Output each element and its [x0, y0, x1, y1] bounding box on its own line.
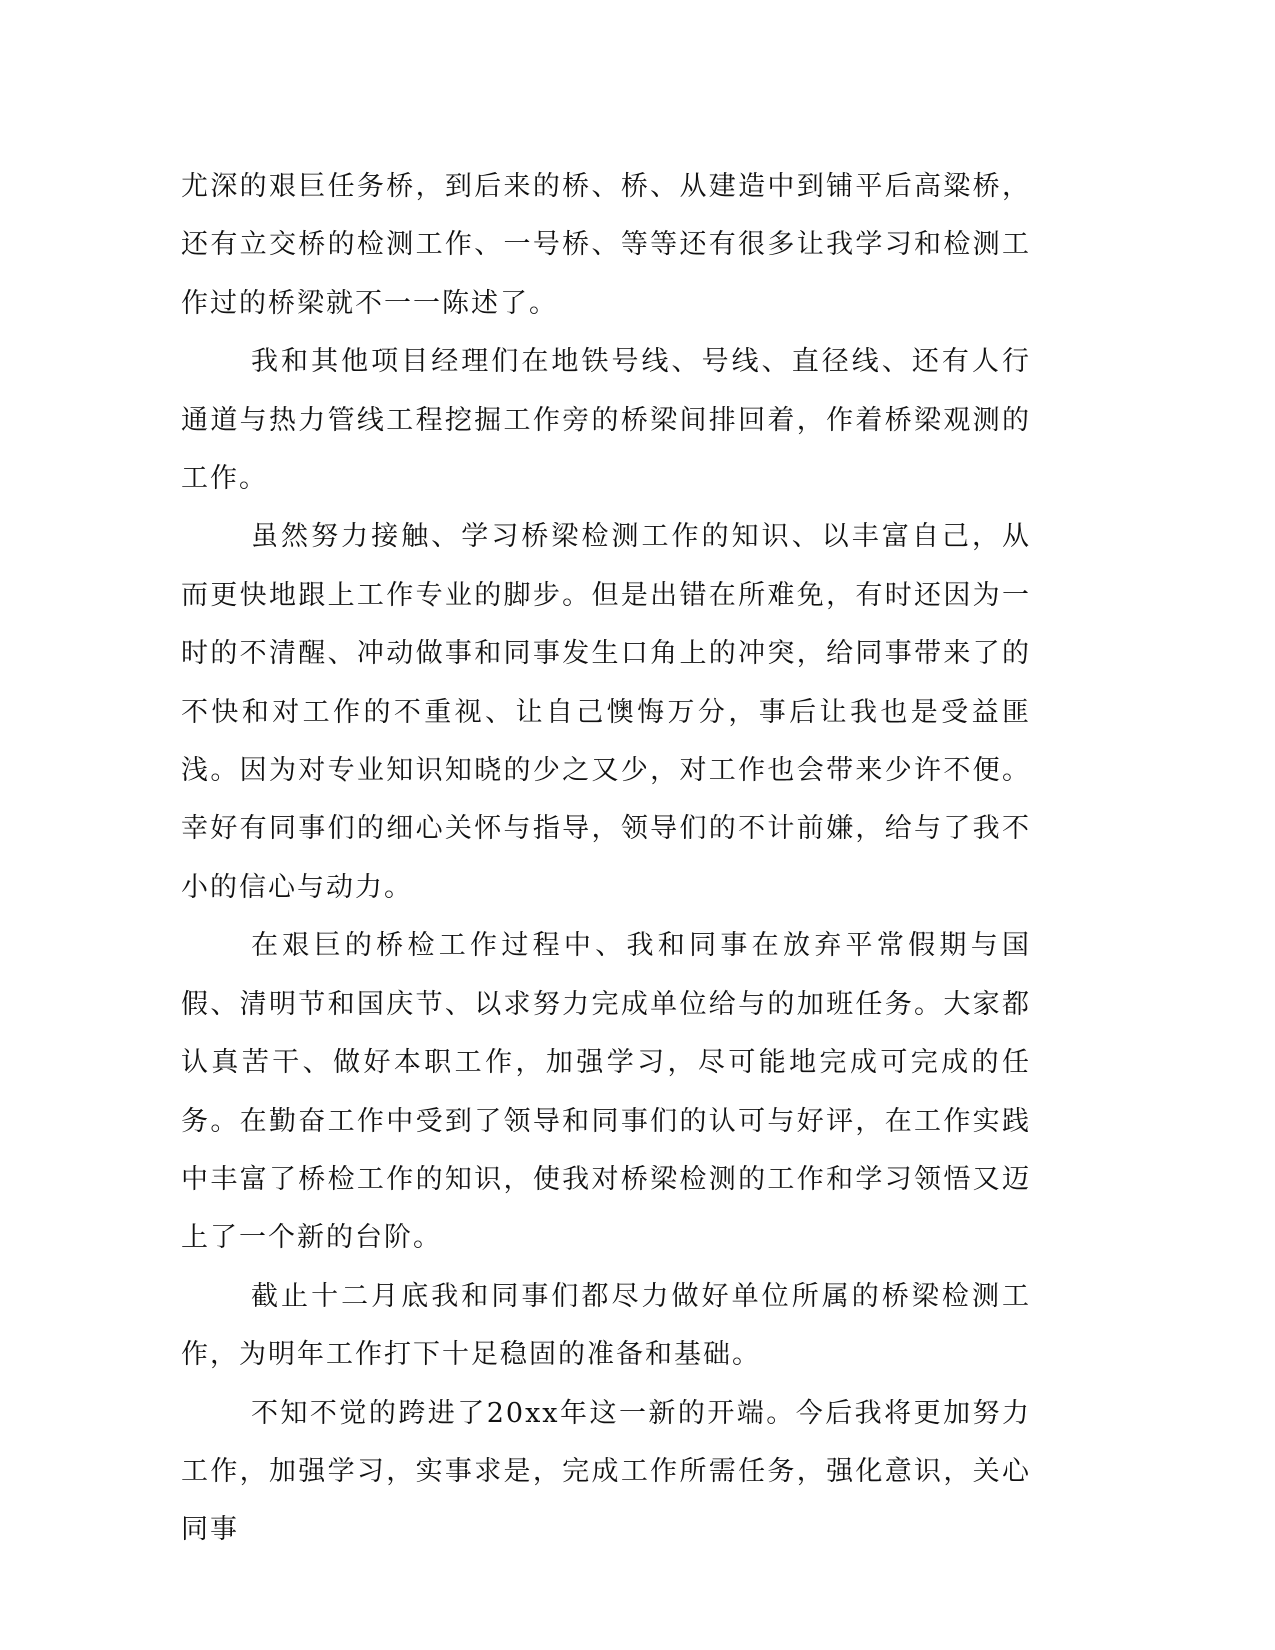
document-body	[181, 158, 1031, 1560]
paragraph-3: 虽然努力接触、学习桥梁检测工作的知识、以丰富自己，从而更快地跟上工作专业的脚步。但是出错在所难免，有时还因为一时的不清醒、冲动做事和同事发生口角上的冲突，给同事带来了的不快和对工作的不重视、让自己懊悔万分，事后让我也是受益匪浅。因为对专业知识知晓的少之又少，对工作也会带来少许不便。幸好有同事们的细心关怀与指导，领导们的不计前嫌，给与了我不小的信心与动力。	[181, 521, 1031, 903]
paragraph-2: 我和其他项目经理们在地铁号线、号线、直径线、还有人行通道与热力管线工程挖掘工作旁的桥梁间排回着，作着桥梁观测的工作。	[181, 346, 1031, 495]
paragraph-1: 尤深的艰巨任务桥，到后来的桥、桥、从建造中到铺平后高粱桥，还有立交桥的检测工作、一号桥、等等还有很多让我学习和检测工作过的桥梁就不一一陈述了。	[181, 171, 1031, 319]
paragraph-5: 截止十二月底我和同事们都尽力做好单位所属的桥梁检测工作，为明年工作打下十足稳固的准备和基础。	[181, 1280, 1031, 1371]
paragraph-6: 不知不觉的跨进了20xx年这一新的开端。今后我将更加努力工作，加强学习，实事求是，完成工作所需任务，强化意识，关心同事	[181, 1397, 1031, 1546]
paragraph-4: 在艰巨的桥检工作过程中、我和同事在放弃平常假期与国假、清明节和国庆节、以求努力完成单位给与的加班任务。大家都认真苦干、做好本职工作，加强学习，尽可能地完成可完成的任务。在勤奋工作中受到了领导和同事们的认可与好评，在工作实践中丰富了桥检工作的知识，使我对桥梁检测的工作和学习领悟又迈上了一个新的台阶。	[181, 930, 1031, 1254]
